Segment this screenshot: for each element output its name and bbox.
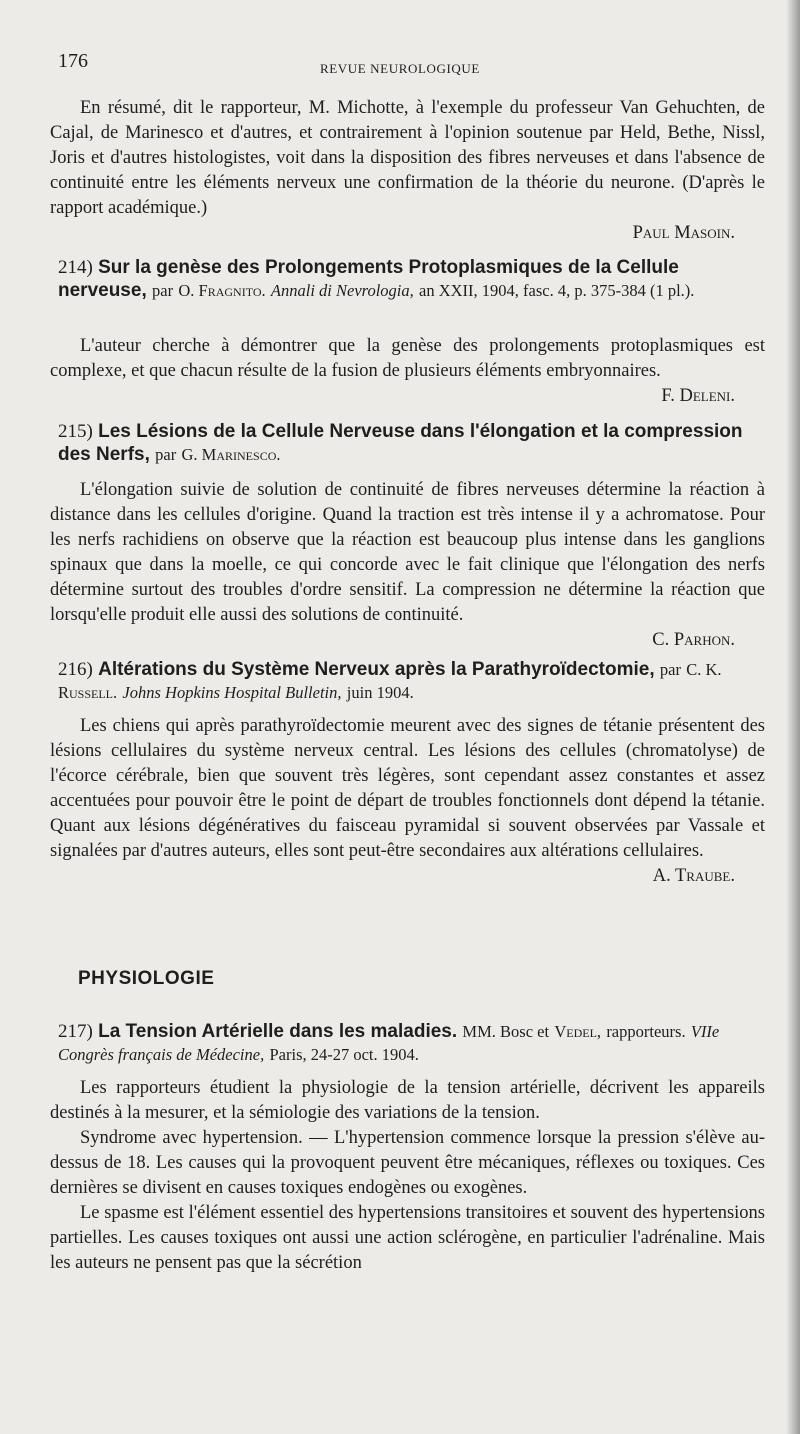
entry-title: La Tension Artérielle dans les maladies. [98, 1021, 458, 1042]
entry-number: 217) [58, 1021, 93, 1042]
entry-title: Altérations du Système Nerveux après la Parathyroïdectomie, [98, 659, 655, 680]
page-header [58, 50, 758, 80]
entry-body: Les chiens qui après parathyroïdectomie meurent avec des signes de tétanie présentent des lésions cellulaires du système nerveux central. Les lésions des cellules (chromatolyse) de l'écorce cérébrale, bien que souvent très légères, sont cependant assez constantes et assez accentuées pour pouvoir être le point de départ de troubles fonctionnels dont dépend la tétanie. Quant aux lésions dégénératives du faisceau pyramidal si souvent observées par Vassale et signalées par d'autres auteurs, elles sont peut-être secondaires aux altérations cellulaires. [50, 716, 765, 861]
signature: C. Parhon. [652, 630, 735, 650]
entry-reference: Paris, 24-27 oct. 1904. [269, 1045, 419, 1064]
entry-author: G. Marinesco. [181, 445, 281, 464]
entry-by: par [155, 445, 177, 464]
page-edge-shadow [786, 0, 800, 1434]
intro-paragraph: En résumé, dit le rapporteur, M. Michotte, à l'exemple du professeur Van Gehuchten, de Cajal, de Marinesco et d'autres, et contrairement à l'opinion soutenue par Held, Bethe, Nissl, Joris et d'autres histologistes, voit dans la disposition des fibres nerveuses et dans l'absence de continuité entre les éléments nerveux une confirmation de la théorie du neurone. (D'après le rapport académique.) [50, 98, 765, 218]
entry-number: 215) [58, 421, 93, 442]
signature: F. Deleni. [661, 386, 735, 406]
entry-reference: an XXII, 1904, fasc. 4, p. 375-384 (1 pl.). [419, 281, 695, 300]
entry-journal: Johns Hopkins Hospital Bulletin, [122, 683, 342, 702]
entry-author: C. K. Russell. [58, 660, 722, 702]
intro-abstract [50, 96, 765, 246]
entry-author: O. Fragnito. [178, 281, 266, 300]
entry-congress: VIIe Congrès français de Médecine, [58, 1022, 720, 1064]
entry-reference: juin 1904. [346, 683, 414, 702]
entry-by: par [659, 660, 681, 679]
entry-paragraph: Les rapporteurs étudient la physiologie de la tension artérielle, décrivent les appareils destinés à la mesurer, et la sémiologie des variations de la tension. [50, 1078, 765, 1123]
entry-heading [58, 658, 763, 704]
entry-number: 214) [58, 257, 93, 278]
entry-journal: Annali di Nevrologia, [270, 281, 414, 300]
entry-heading [58, 256, 763, 302]
entry-title: Sur la genèse des Prolongements Protoplasmiques de la Cellule nerveuse, [58, 257, 679, 301]
signature: Paul Masoin. [632, 223, 735, 243]
entry-body: L'auteur cherche à démontrer que la genèse des prolongements protoplasmiques est complexe, et que chacun résulte de la fusion de plusieurs éléments embryonnaires. [50, 336, 765, 381]
entry-heading [58, 420, 763, 466]
entry-authors: MM. Bosc et [462, 1022, 550, 1041]
entry-authors-role: rapporteurs. [606, 1022, 686, 1041]
entry-number: 216) [58, 659, 93, 680]
entry-body-block [50, 1076, 765, 1276]
entry-paragraph: Syndrome avec hypertension. — L'hypertension commence lorsque la pression s'élève au-dessus de 18. Les causes qui la provoquent peuvent être mécaniques, réflexes ou toxiques. Ces dernières se divisent en causes toxiques endogènes ou exogènes. [50, 1128, 765, 1198]
signature: A. Traube. [652, 866, 735, 886]
entry-heading [58, 1020, 763, 1066]
entry-author: Vedel, [554, 1022, 602, 1041]
entry-body-block [50, 478, 765, 653]
entry-body: L'élongation suivie de solution de continuité de fibres nerveuses détermine la réaction à distance dans les cellules d'origine. Quand la traction est très intense il y a achromatose. Pour les nerfs rachidiens on observe que la réaction est beaucoup plus intense dans les ganglions spinaux que dans la moelle, ce qui concorde avec le fait clinique que l'élongation des nerfs détermine surtout des troubles d'ordre sensitif. La compression ne détermine la réaction que lorsqu'elle produit elle aussi des solutions de continuité. [50, 480, 765, 625]
page-number: 176 [58, 50, 88, 72]
running-head: REVUE NEUROLOGIQUE [320, 61, 480, 76]
entry-body-block [50, 334, 765, 409]
entry-paragraph: Le spasme est l'élément essentiel des hypertensions transitoires et souvent des hypertensions partielles. Les causes toxiques ont aussi une action sclérogène, en particulier l'adrénaline. Mais les auteurs ne pensent pas que la sécrétion [50, 1203, 765, 1273]
entry-body-block [50, 714, 765, 889]
entry-title: Les Lésions de la Cellule Nerveuse dans l'élongation et la compression des Nerfs, [58, 421, 743, 465]
section-title: PHYSIOLOGIE [78, 968, 215, 989]
entry-by: par [152, 281, 174, 300]
